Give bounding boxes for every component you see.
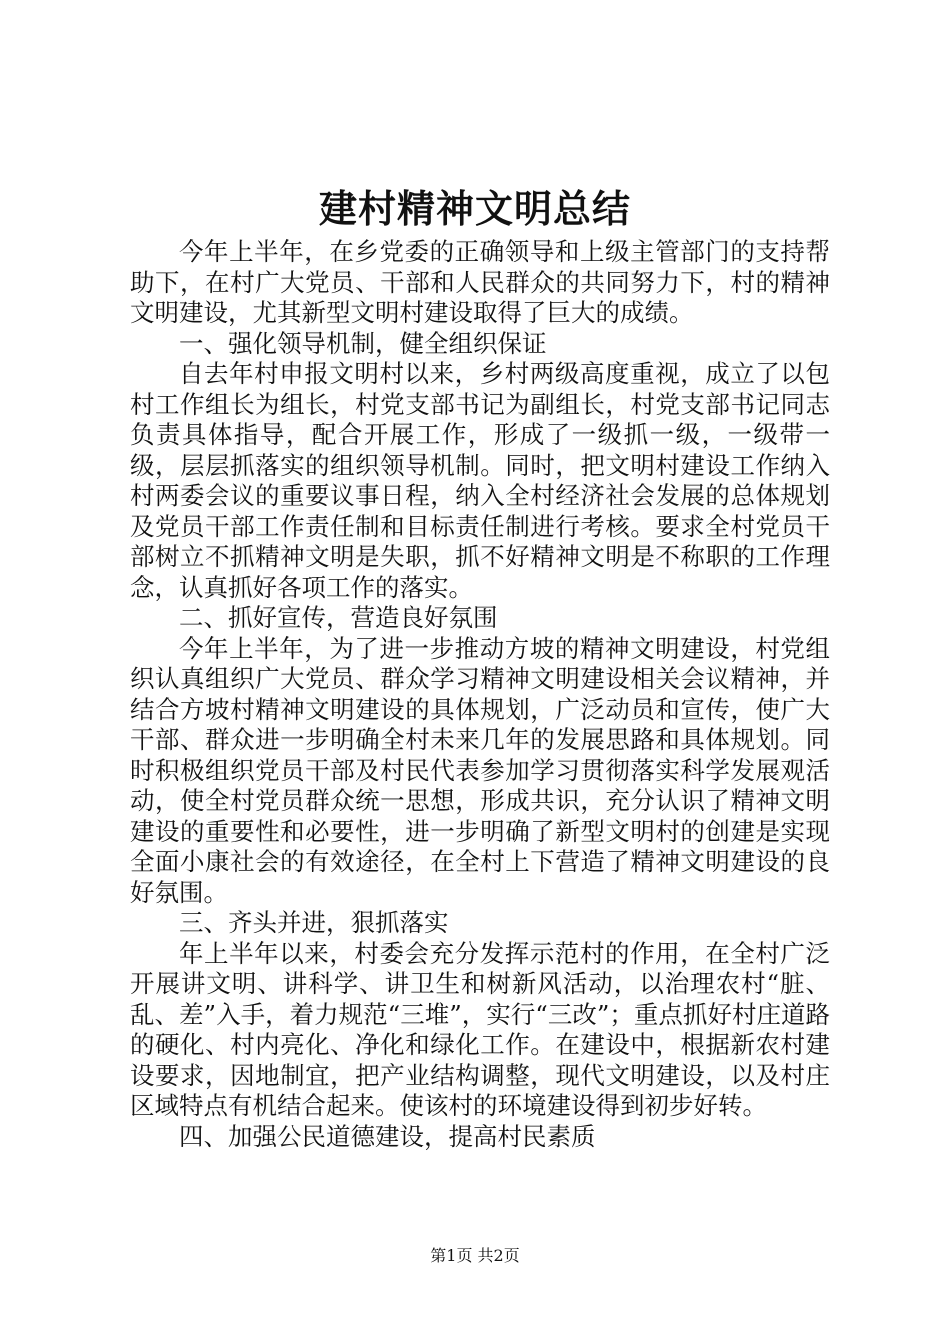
document-body: [130, 237, 830, 1152]
section-paragraph-3: 年上半年以来，村委会充分发挥示范村的作用，在全村广泛开展讲文明、讲科学、讲卫生和树新风活动，以治理农村“脏、乱、差”入手，着力规范“三堆”，实行“三改”；重点抓好村庄道路的硬化、村内亮化、净化和绿化工作。在建设中，根据新农村建设要求，因地制宜，把产业结构调整，现代文明建设，以及村庄区域特点有机结合起来。使该村的环境建设得到初步好转。: [130, 938, 830, 1120]
section-heading-3: 三、齐头并进，狠抓落实: [179, 908, 449, 937]
section-paragraph-1: 自去年村申报文明村以来，乡村两级高度重视，成立了以包村工作组长为组长，村党支部书记为副组长，村党支部书记同志负责具体指导，配合开展工作，形成了一级抓一级，一级带一级，层层抓落实的组织领导机制。同时，把文明村建设工作纳入村两委会议的重要议事日程，纳入全村经济社会发展的总体规划及党员干部工作责任制和目标责任制进行考核。要求全村党员干部树立不抓精神文明是失职，抓不好精神文明是不称职的工作理念，认真抓好各项工作的落实。: [130, 359, 830, 602]
section-heading-4: 四、加强公民道德建设，提高村民素质: [179, 1121, 596, 1151]
section-paragraph-2: 今年上半年，为了进一步推动方坡的精神文明建设，村党组织认真组织广大党员、群众学习精神文明建设相关会议精神，并结合方坡村精神文明建设的具体规划，广泛动员和宣传，使广大干部、群众进一步明确全村未来几年的发展思路和具体规划。同时积极组织党员干部及村民代表参加学习贯彻落实科学发展观活动，使全村党员群众统一思想，形成共识，充分认识了精神文明建设的重要性和必要性，进一步明确了新型文明村的创建是实现全面小康社会的有效途径，在全村上下营造了精神文明建设的良好氛围。: [130, 633, 830, 907]
section-heading-1: 一、强化领导机制，健全组织保证: [179, 328, 547, 358]
section-heading-2: 二、抓好宣传，营造良好氛围: [179, 603, 498, 632]
intro-paragraph: 今年上半年，在乡党委的正确领导和上级主管部门的支持帮助下，在村广大党员、干部和人民群众的共同努力下，村的精神文明建设，尤其新型文明村建设取得了巨大的成绩。: [130, 237, 830, 327]
page-number-footer: 第1页 共2页: [430, 1246, 520, 1265]
document-title: 建村精神文明总结: [318, 186, 631, 231]
